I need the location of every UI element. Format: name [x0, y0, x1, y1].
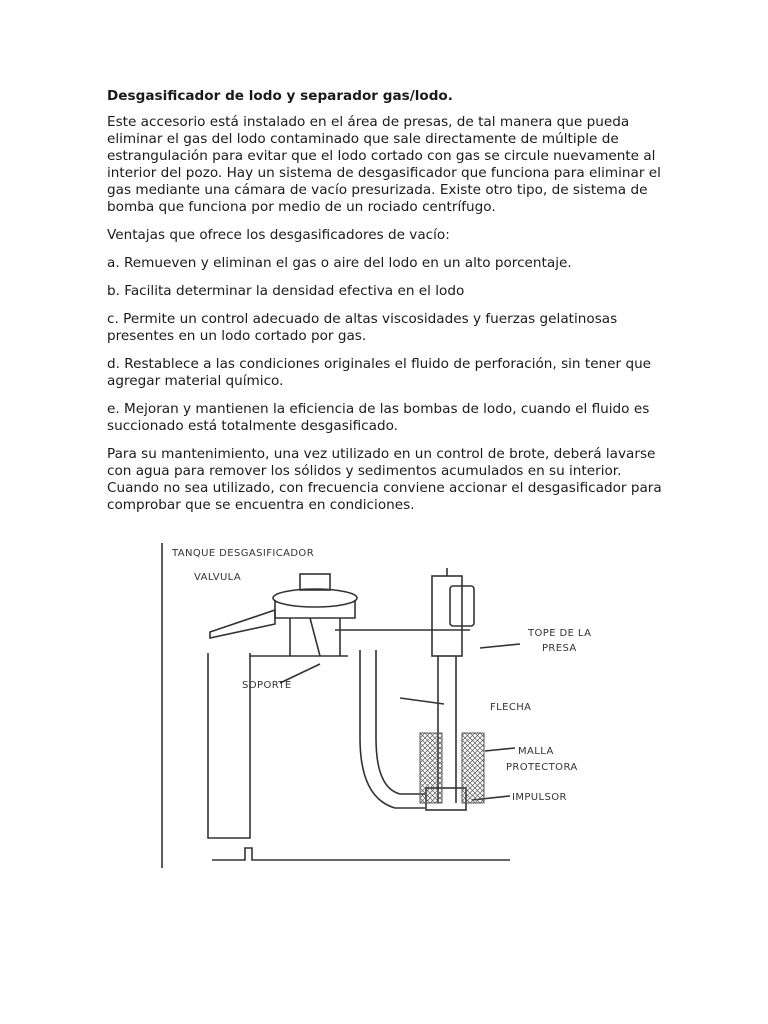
pit-base-line [212, 848, 510, 860]
tank-body [275, 600, 355, 618]
pump-housing [432, 576, 462, 656]
advantage-d: d. Restablece a las condiciones originales el fluido de perforación, sin tener que agregar material químico. [107, 356, 652, 389]
label-malla-2: PROTECTORA [506, 762, 578, 773]
label-impulsor: IMPULSOR [512, 792, 567, 803]
label-soporte: SOPORTE [242, 680, 292, 691]
mesh-right [462, 733, 484, 803]
tank-top [273, 589, 357, 607]
document-title: Desgasificador de lodo y separador gas/lodo. [107, 88, 453, 104]
advantage-b: b. Facilita determinar la densidad efectiva en el lodo [107, 283, 465, 299]
label-valvula: VALVULA [194, 572, 242, 583]
mesh-left [420, 733, 442, 803]
valve-body [300, 574, 330, 590]
paragraph-maintenance: Para su mantenimiento, una vez utilizado en un control de brote, deberá lavarse con agua para remover los sólidos y sedimentos acumulados en su interior. Cuando no sea utilizado, con frecuencia conviene accionar el desgasificador para comprobar que se encuentra en condiciones. [107, 446, 662, 513]
label-tope-2: PRESA [542, 643, 577, 654]
paragraph-advantages-heading: Ventajas que ofrece los desgasificadores de vacío: [107, 227, 450, 243]
paragraph-intro: Este accesorio está instalado en el área de presas, de tal manera que pueda eliminar el gas del lodo contaminado que sale directamente de múltiple de estrangulación para evitar que el lodo cortado con gas se circule nuevamente al interior del pozo. Hay un sistema de desgasificador que funciona para eliminar el gas mediante una cámara de vacío presurizada. Existe otro tipo, de sistema de bomba que funciona por medio de un rociado centrífugo. [107, 114, 661, 215]
suction-pipe-inner [376, 650, 425, 794]
tope-leader [480, 644, 520, 648]
label-flecha: FLECHA [490, 702, 532, 713]
label-tanque: TANQUE DESGASIFICADOR [172, 548, 315, 559]
label-tope-1: TOPE DE LA [528, 628, 592, 639]
advantage-e: e. Mejoran y mantienen la eficiencia de las bombas de lodo, cuando el fluido es succionado está totalmente desgasificado. [107, 401, 650, 434]
label-malla-1: MALLA [518, 746, 554, 757]
inlet-pipe [210, 610, 275, 638]
malla-leader [485, 748, 515, 751]
advantage-c: c. Permite un control adecuado de altas viscosidades y fuerzas gelatinosas presentes en un lodo cortado por gas. [107, 311, 618, 344]
support-frame [290, 618, 340, 656]
advantage-a: a. Remueven y eliminan el gas o aire del lodo en un alto porcentaje. [107, 255, 572, 271]
document-body [107, 88, 667, 525]
suction-pipe-outer [360, 650, 425, 808]
degasser-diagram [150, 538, 600, 873]
degasser-diagram-svg [150, 538, 600, 873]
